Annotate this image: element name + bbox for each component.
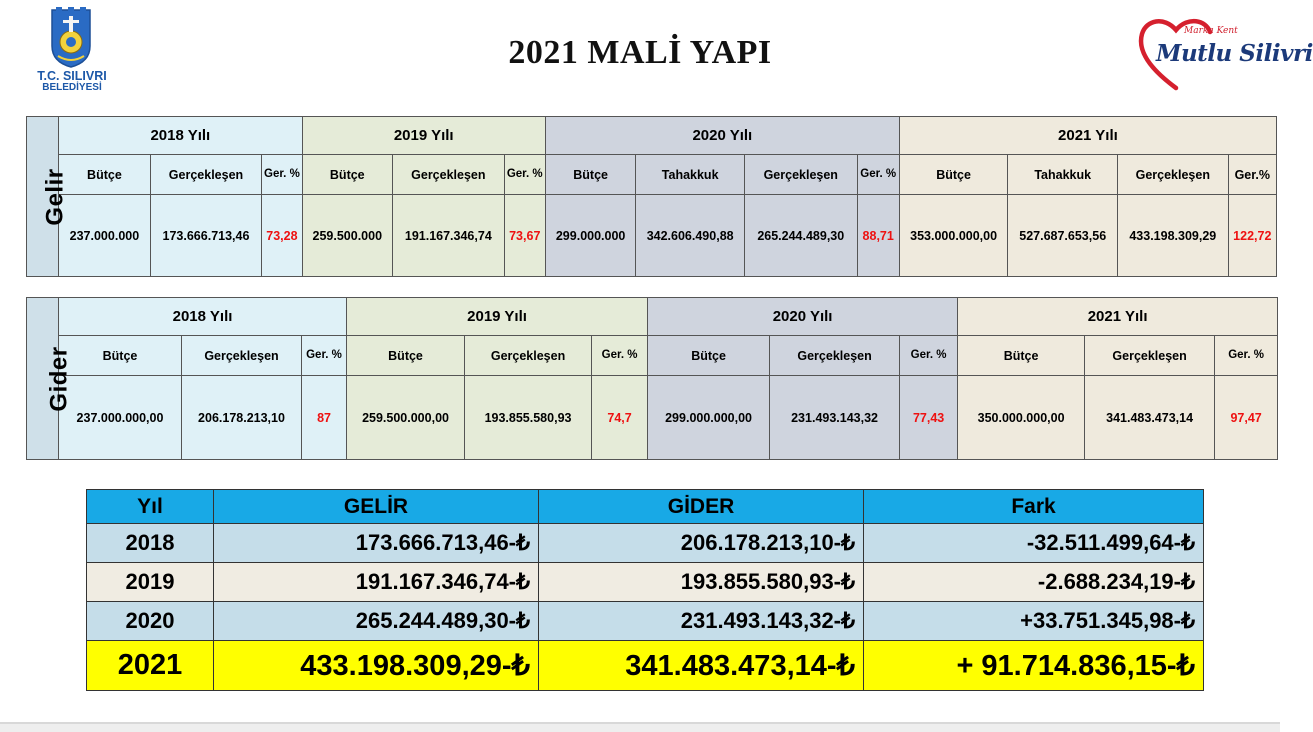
summary-gider: 341.483.473,14-₺	[539, 641, 864, 691]
summary-row-2020	[87, 602, 1204, 641]
gelir-2021-gerceklesen: 433.198.309,29	[1118, 195, 1229, 277]
summary-year: 2019	[87, 563, 214, 602]
gider-table	[26, 297, 1278, 460]
gider-year-2021: 2021 Yılı	[958, 298, 1278, 336]
gelir-table	[26, 116, 1277, 277]
gelir-2020-percent: 88,71	[857, 195, 899, 277]
gider-2019-gerceklesen-header: Gerçekleşen	[465, 336, 592, 376]
gelir-year-2018: 2018 Yılı	[59, 117, 302, 155]
summary-fark: -32.511.499,64-₺	[864, 524, 1204, 563]
summary-gider: 206.178.213,10-₺	[539, 524, 864, 563]
gider-2018-gerceklesen: 206.178.213,10	[182, 376, 302, 460]
gelir-2018-butce-header: Bütçe	[59, 155, 151, 195]
summary-gelir: 265.244.489,30-₺	[214, 602, 539, 641]
gider-2021-percent: 97,47	[1215, 376, 1278, 460]
summary-gelir: 433.198.309,29-₺	[214, 641, 539, 691]
gelir-2021-percent: 122,72	[1228, 195, 1276, 277]
summary-gelir: 191.167.346,74-₺	[214, 563, 539, 602]
gider-2018-percent-header: Ger. %	[302, 336, 347, 376]
summary-gider: 193.855.580,93-₺	[539, 563, 864, 602]
summary-row-2021	[87, 641, 1204, 691]
gelir-2019-gerceklesen: 191.167.346,74	[393, 195, 505, 277]
gider-2021-gerceklesen: 341.483.473,14	[1085, 376, 1215, 460]
gider-2019-percent: 74,7	[592, 376, 648, 460]
gider-2020-gerceklesen: 231.493.143,32	[770, 376, 900, 460]
summary-header-year: Yıl	[87, 490, 214, 524]
summary-row-2019	[87, 563, 1204, 602]
gelir-2021-butce-header: Bütçe	[899, 155, 1008, 195]
summary-table	[86, 489, 1204, 691]
gider-year-2018: 2018 Yılı	[59, 298, 347, 336]
gider-2018-percent: 87	[302, 376, 347, 460]
summary-year: 2020	[87, 602, 214, 641]
summary-header-fark: Fark	[864, 490, 1204, 524]
gelir-side-label: Gelir	[27, 117, 59, 277]
logo-text	[32, 70, 112, 94]
gelir-2018-gerceklesen: 173.666.713,46	[150, 195, 262, 277]
gider-2020-butce-header: Bütçe	[648, 336, 770, 376]
gelir-2020-butce: 299.000.000	[545, 195, 635, 277]
gider-year-2020: 2020 Yılı	[648, 298, 958, 336]
gelir-year-2019: 2019 Yılı	[302, 117, 545, 155]
gider-2021-butce: 350.000.000,00	[958, 376, 1085, 460]
gelir-2019-percent: 73,67	[504, 195, 545, 277]
summary-fark: +33.751.345,98-₺	[864, 602, 1204, 641]
logo-line1: T.C. SILIVRI	[37, 69, 107, 83]
mutlu-silivri-logo	[1136, 14, 1313, 92]
gider-2020-gerceklesen-header: Gerçekleşen	[770, 336, 900, 376]
gelir-2019-percent-header: Ger. %	[504, 155, 545, 195]
page-title: 2021 MALİ YAPI	[508, 34, 772, 71]
gider-side-label: Gider	[27, 298, 59, 460]
summary-fark: + 91.714.836,15-₺	[864, 641, 1204, 691]
gider-2018-butce-header: Bütçe	[59, 336, 182, 376]
gelir-2021-tahakkuk-header: Tahakkuk	[1008, 155, 1118, 195]
gelir-2021-gerceklesen-header: Gerçekleşen	[1118, 155, 1229, 195]
logo-main-text: Mutlu Silivri	[1156, 40, 1313, 67]
summary-fark: -2.688.234,19-₺	[864, 563, 1204, 602]
gelir-2019-butce-header: Bütçe	[302, 155, 392, 195]
gider-2018-gerceklesen-header: Gerçekleşen	[182, 336, 302, 376]
logo-line2: BELEDİYESİ	[42, 82, 102, 93]
gelir-2020-gerceklesen: 265.244.489,30	[744, 195, 857, 277]
gelir-2018-butce: 237.000.000	[59, 195, 151, 277]
gelir-2019-butce: 259.500.000	[302, 195, 392, 277]
gider-2019-butce: 259.500.000,00	[347, 376, 465, 460]
gider-2021-percent-header: Ger. %	[1215, 336, 1278, 376]
summary-header-gelir: GELİR	[214, 490, 539, 524]
gelir-2020-tahakkuk-header: Tahakkuk	[636, 155, 745, 195]
logo-small-text: Marka Kent	[1184, 26, 1238, 36]
gider-2018-butce: 237.000.000,00	[59, 376, 182, 460]
gelir-2018-percent: 73,28	[262, 195, 302, 277]
gelir-2019-gerceklesen-header: Gerçekleşen	[393, 155, 505, 195]
summary-row-2018	[87, 524, 1204, 563]
gelir-2021-percent-header: Ger.%	[1228, 155, 1276, 195]
gelir-2020-butce-header: Bütçe	[545, 155, 635, 195]
gider-2021-butce-header: Bütçe	[958, 336, 1085, 376]
gelir-year-2021: 2021 Yılı	[899, 117, 1276, 155]
gider-2021-gerceklesen-header: Gerçekleşen	[1085, 336, 1215, 376]
gider-2019-percent-header: Ger. %	[592, 336, 648, 376]
gider-2019-butce-header: Bütçe	[347, 336, 465, 376]
gelir-2020-gerceklesen-header: Gerçekleşen	[744, 155, 857, 195]
summary-header-gider: GİDER	[539, 490, 864, 524]
summary-year: 2018	[87, 524, 214, 563]
gelir-2021-butce: 353.000.000,00	[899, 195, 1008, 277]
summary-gider: 231.493.143,32-₺	[539, 602, 864, 641]
gider-2019-gerceklesen: 193.855.580,93	[465, 376, 592, 460]
gelir-year-2020: 2020 Yılı	[545, 117, 899, 155]
summary-gelir: 173.666.713,46-₺	[214, 524, 539, 563]
gider-2020-percent: 77,43	[900, 376, 958, 460]
gelir-2018-gerceklesen-header: Gerçekleşen	[150, 155, 262, 195]
gelir-2021-tahakkuk: 527.687.653,56	[1008, 195, 1118, 277]
gider-2020-butce: 299.000.000,00	[648, 376, 770, 460]
gelir-2020-tahakkuk: 342.606.490,88	[636, 195, 745, 277]
gider-year-2019: 2019 Yılı	[347, 298, 648, 336]
gider-2020-percent-header: Ger. %	[900, 336, 958, 376]
gelir-2020-percent-header: Ger. %	[857, 155, 899, 195]
bottom-strip	[0, 724, 1280, 732]
summary-year: 2021	[87, 641, 214, 691]
gelir-2018-percent-header: Ger. %	[262, 155, 302, 195]
